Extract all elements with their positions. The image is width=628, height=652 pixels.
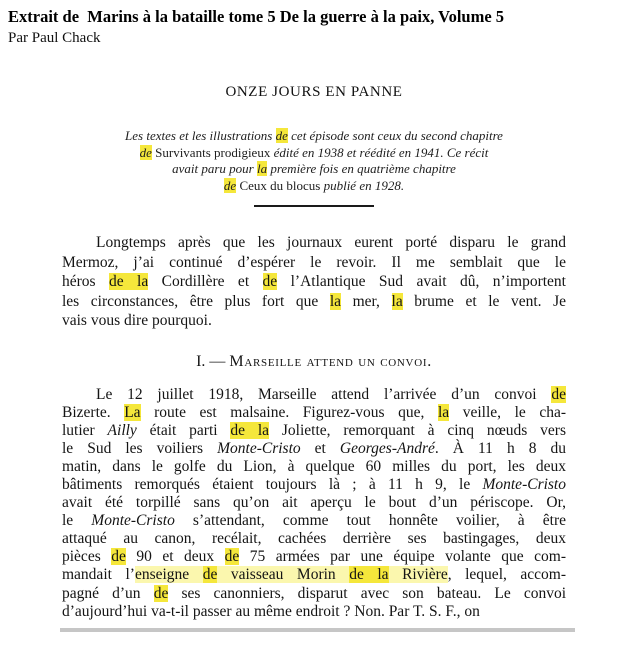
text-segment: mer, xyxy=(341,292,392,310)
search-highlight-strong: la xyxy=(391,292,403,310)
text-segment: l’Atlantique Sud avait dû, n’importent xyxy=(277,273,566,290)
search-highlight-strong: de xyxy=(153,584,169,602)
text-segment: Survivants prodigieux xyxy=(155,144,271,160)
epigraph xyxy=(62,128,566,194)
search-highlight-strong: de la xyxy=(109,273,149,290)
text-segment: héros xyxy=(62,273,109,290)
text-segment: attaqué au canon, recélait, cachées derrière ses bastingages, deux xyxy=(62,530,566,548)
text-segment: route est malsaine. Figurez-vous que, xyxy=(140,403,438,421)
text-line xyxy=(62,458,566,476)
document-header xyxy=(0,0,628,48)
text-line xyxy=(62,530,566,548)
text-line xyxy=(62,476,566,494)
search-highlight-pale: vaisseau Morin xyxy=(217,566,350,584)
text-line xyxy=(62,386,566,404)
text-line xyxy=(62,548,566,566)
text-line xyxy=(62,512,566,530)
text-segment: Mermoz, j’ai continué d’espérer le revoir. Il me semblait que le xyxy=(62,253,566,271)
text-segment: 75 armées par une équipe volante que com- xyxy=(239,548,566,566)
text-segment: les circonstances, être plus fort que xyxy=(62,292,330,310)
text-line xyxy=(62,603,566,621)
section-numeral: I. — xyxy=(196,352,230,370)
text-segment: veille, le cha- xyxy=(449,403,566,421)
text-segment: avait été torpillé sans qu’on ait aperçu le bout d’un périscope. Or, xyxy=(62,494,566,512)
text-segment: Ceux du blocus xyxy=(239,177,321,193)
text-segment: cet épisode sont ceux du second chapitre xyxy=(287,128,503,143)
search-highlight-strong: de xyxy=(224,548,240,566)
search-highlight-pale: enseigne xyxy=(134,566,203,584)
text-segment: pagné d’un xyxy=(62,584,154,602)
search-highlight-strong: de xyxy=(111,548,126,566)
search-highlight-strong: de xyxy=(202,566,218,584)
text-segment: édité en 1938 et réédité en 1941. Ce récit xyxy=(270,144,489,160)
text-segment: vais vous dire pourquoi. xyxy=(62,312,212,329)
search-highlight-strong: la xyxy=(329,292,342,310)
search-highlight-strong: de xyxy=(275,128,288,143)
text-segment: bâtiments remorqués étaient toujours là ; à 11 h 9, le xyxy=(62,475,483,493)
text-segment: Joliette, remorquant à cinq nœuds vers xyxy=(269,421,566,439)
text-segment: 90 et deux xyxy=(125,548,225,566)
text-line xyxy=(62,494,566,512)
italic-text: Monte-Cristo xyxy=(91,512,175,530)
text-segment: le Sud les voiliers xyxy=(62,439,218,457)
search-highlight-strong: de la xyxy=(230,421,270,439)
section-title: Marseille attend un convoi. xyxy=(229,352,432,370)
text-line xyxy=(62,145,566,162)
text-segment: Bizerte. xyxy=(62,403,125,421)
chapter-title: ONZE JOURS EN PANNE xyxy=(225,84,403,100)
text-line xyxy=(62,440,566,458)
text-segment: brume et le vent. Je xyxy=(402,292,566,310)
search-highlight-strong: la xyxy=(256,161,268,176)
text-line xyxy=(62,585,566,603)
search-highlight-strong: de xyxy=(139,144,152,160)
text-line xyxy=(62,178,566,195)
italic-text: Monte-Cristo xyxy=(482,475,566,493)
search-highlight-strong: de la xyxy=(349,566,389,584)
text-line xyxy=(62,292,566,312)
text-segment: . À 11 h 8 du xyxy=(434,439,566,457)
text-segment: avait paru pour xyxy=(172,161,257,176)
text-segment: d’aujourd’hui va-t-il passer au même endroit ? Non. Par T. S. F., on xyxy=(62,602,480,620)
document-byline: Par Paul Chack xyxy=(8,30,101,46)
text-segment: Le 12 juillet 1918, Marseille attend l’arrivée d’un convoi xyxy=(96,385,552,403)
text-segment: publié en 1928. xyxy=(320,177,405,193)
text-line xyxy=(62,566,566,584)
document-title: Extrait de Marins à la bataille tome 5 De la guerre à la paix, Volume 5 xyxy=(8,7,505,26)
text-segment: matin, dans le golfe du Lion, à quelque 60 milles du port, les deux xyxy=(62,457,566,475)
text-segment: première fois en quatrième chapitre xyxy=(267,161,456,176)
section-heading xyxy=(62,353,566,371)
text-segment: Cordillère et xyxy=(148,273,263,290)
text-segment: lutier xyxy=(62,421,108,439)
horizontal-rule xyxy=(254,205,374,207)
text-segment: s’attendant, comme tout honnête voilier, à être xyxy=(174,512,567,530)
text-line xyxy=(62,161,566,178)
text-line xyxy=(62,422,566,440)
text-line xyxy=(62,128,566,145)
search-highlight-pale: Rivière xyxy=(388,566,448,584)
page-content xyxy=(62,84,566,621)
text-segment: Longtemps après que les journaux eurent porté disparu le grand xyxy=(96,234,566,251)
search-highlight-strong: La xyxy=(124,403,141,421)
text-segment: Les textes et les illustrations xyxy=(125,128,276,143)
text-segment: pièces xyxy=(62,548,112,566)
search-highlight-strong: de xyxy=(551,385,566,403)
bottom-divider-bar xyxy=(60,628,575,632)
text-segment: et xyxy=(300,439,340,457)
text-segment: était parti xyxy=(136,421,231,439)
paragraph-2 xyxy=(62,386,566,621)
text-line xyxy=(62,272,566,292)
text-segment: , lequel, accom- xyxy=(447,566,567,584)
search-highlight-strong: de xyxy=(262,273,278,290)
text-segment: ses canonniers, disparut avec son bateau. Le convoi xyxy=(168,584,567,602)
search-highlight-strong: la xyxy=(437,403,450,421)
search-highlight-strong: de xyxy=(223,177,237,193)
text-line xyxy=(62,253,566,273)
text-line xyxy=(62,311,566,331)
italic-text: Georges-André xyxy=(339,439,435,457)
italic-text: Monte-Cristo xyxy=(217,439,301,457)
paragraph-1 xyxy=(62,233,566,331)
text-segment: mandait l’ xyxy=(62,566,135,584)
text-segment: le xyxy=(62,512,92,530)
italic-text: Ailly xyxy=(107,421,137,439)
text-line xyxy=(62,404,566,422)
text-line xyxy=(62,233,566,253)
